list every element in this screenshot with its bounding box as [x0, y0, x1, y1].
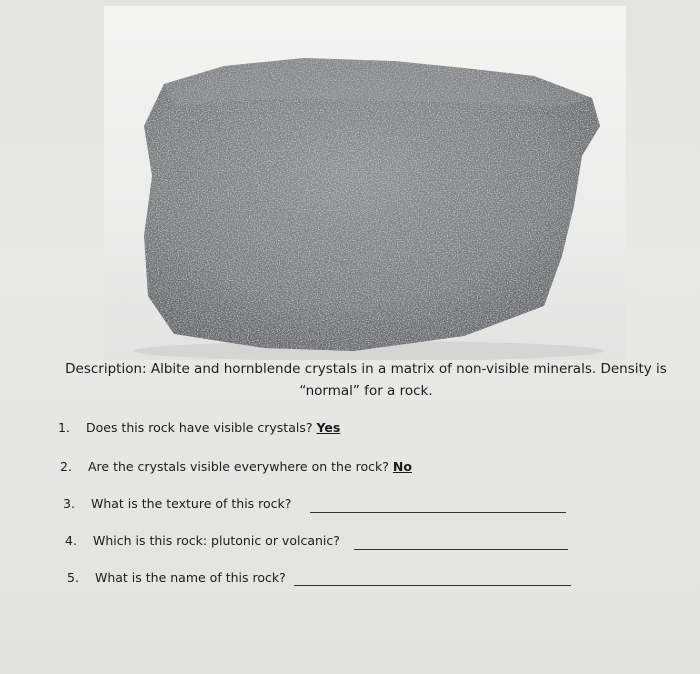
question-text: What is the name of this rock?: [94, 570, 286, 585]
question-3: [63, 496, 291, 511]
description: [56, 358, 676, 402]
question-4: [65, 533, 340, 548]
description-line-2: “normal” for a rock.: [299, 383, 433, 399]
question-text: Does this rock have visible crystals?: [85, 420, 313, 435]
question-number: 4.: [65, 533, 77, 548]
question-text: Are the crystals visible everywhere on the rock?: [87, 459, 389, 474]
question-1: [58, 420, 340, 435]
question-text: What is the texture of this rock?: [90, 496, 292, 511]
question-2: [60, 459, 412, 474]
question-number: 3.: [63, 496, 75, 511]
answer-line-4[interactable]: [354, 549, 568, 550]
description-line-1: Description: Albite and hornblende crystals in a matrix of non-visible minerals. Density is: [65, 361, 667, 377]
rock-illustration: [104, 6, 626, 360]
question-text: Which is this rock: plutonic or volcanic?: [92, 533, 340, 548]
answer-line-3[interactable]: [310, 512, 566, 513]
rock-photo: [104, 6, 626, 360]
question-5: [67, 570, 286, 585]
question-answer[interactable]: No: [392, 459, 412, 474]
question-number: 5.: [67, 570, 79, 585]
question-answer[interactable]: Yes: [316, 420, 341, 435]
answer-line-5[interactable]: [294, 585, 571, 586]
question-number: 1.: [58, 420, 70, 435]
question-number: 2.: [60, 459, 72, 474]
